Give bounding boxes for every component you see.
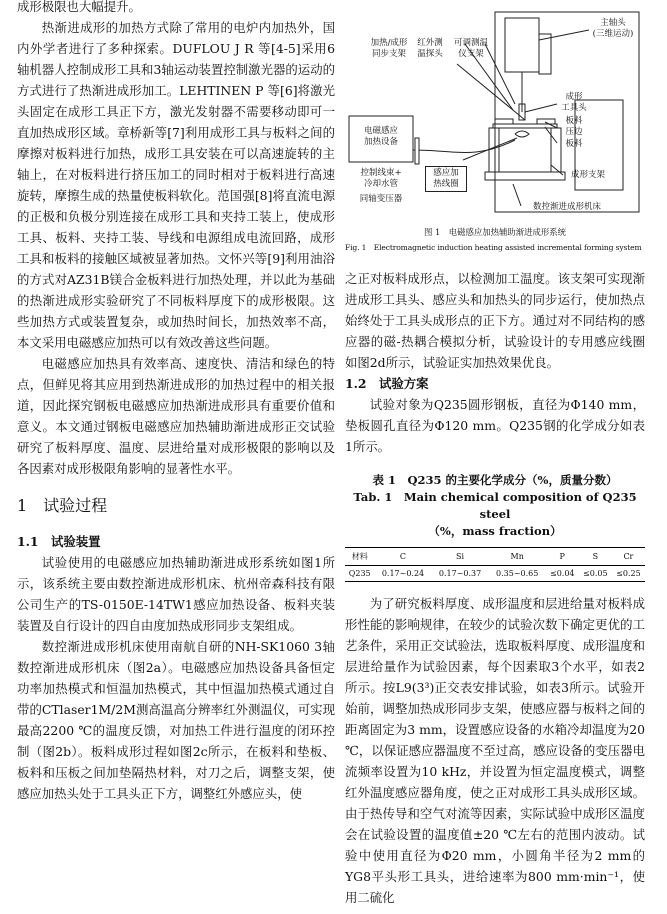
- label-control-bundle: 控制线束+ 冷却水管: [360, 168, 402, 189]
- label-support: 成形支架: [570, 170, 605, 180]
- spindle-head: [505, 18, 539, 72]
- leader-line: [539, 30, 589, 40]
- leader-line: [525, 104, 557, 112]
- figure-1: [345, 0, 645, 262]
- subsection-heading: 1.1 试验装置: [17, 534, 101, 549]
- table-cell: ≤0.05: [583, 569, 608, 578]
- table-header-cell: 材料: [351, 552, 368, 561]
- table-header-cell: P: [559, 552, 565, 561]
- table-cell: Q235: [348, 569, 371, 578]
- table-cell: ≤0.25: [616, 569, 641, 578]
- support-base: [485, 172, 565, 180]
- table-header-cell: Mn: [510, 552, 524, 561]
- paragraph: 为了研究板料厚度、成形温度和层进给量对板料成形性能的影响规律，在较少的试验次数下确定更优的工艺条件，采用正交试验法，选取板料厚度、成形温度和层进给量作为试验因素，每个因素取3个水平，如表2所示。按L9(3³)正交表安排试验，如表3所示。试验开始前，调整加热成形同步支架，使感应器与板料之间的距离固定为3 mm，设置感应设备的水箱冷却温度为20 ℃，以保证感应器温度不至过高，感应设备的变压器电流频率设置为10 kHz，并设置为恒定温度模式，调整红外温度感应器角度，使之正对成形工具头成形区域。由于热传导和空气对流等因素，实际试验中成形区温度会在试验设置的温度值±20 ℃左右的范围内波动。试验中使用直径为Φ20 mm，小圆角半径为2 mm的YG8平头形工具头，进给速率为800 mm·min⁻¹，使用二硫化: [345, 596, 645, 905]
- table-cell: 0.17~0.24: [381, 569, 425, 578]
- label-text: 主轴头: [600, 18, 626, 28]
- paragraph: 试验使用的电磁感应加热辅助渐进成形系统如图1所示，该系统主要由数控渐进成形机床、杭州帝森科技有限公司生产的TS-0150E-14TW1感应加热设备、板料夹装装置及自行设计的四自由度加热成形同步支架组成。: [17, 555, 335, 633]
- label-text: (三维运动): [592, 29, 634, 39]
- paragraph: 电磁感应加热具有效率高、速度快、清洁和绿色的特点，但鲜见将其应用到热渐进成形的加热过程中的相关报道，因此探究钢板电磁感应加热渐进成形具有重要价值和意义。本文通过钢板电磁感应加热辅助渐进成形正交试验研究了板料厚度、温度、层进给量对成形极限的影响以及各因素对成形极限角影响的显著性水平。: [17, 356, 335, 476]
- section-heading: 1 试验过程: [17, 496, 108, 515]
- blank-holder-left: [495, 119, 513, 124]
- right-text-column-top: [345, 268, 645, 457]
- label-spindle: [585, 18, 641, 40]
- table-title-cn: 表 1 Q235 的主要化学成分（%，质量分数）: [372, 473, 618, 487]
- control-bundle: [413, 140, 515, 153]
- paragraph: 数控渐进成形机床使用南航自研的NH-SK1060 3轴数控渐进成形机床（图2a）。电磁感应加热设备具备恒定功率加热模式和恒温加热模式，其中恒温加热模式通过自带的CTlaser1M/2M测高温高分辨率红外测温仪，可实现最高2200 ℃的温度反馈，对加热工件进行温度的闭环控制（图2b）。板料成形过程如图2c所示，在板料和垫板、板料和压板之间加垫隔热材料，对刀之后，调整支架，使感应加热头处于工具头正下方，调整红外感应头，使: [17, 639, 335, 801]
- table-header-row: [345, 548, 645, 566]
- paragraph: 成形极限也大幅提升。: [17, 0, 141, 14]
- label-adj-bracket: 可调测温 仪支架: [453, 38, 488, 59]
- left-text-column: [17, 0, 335, 804]
- transformer: [415, 138, 419, 164]
- label-induction-device: 电磁感应 加热设备: [363, 126, 398, 147]
- figure-caption-en: Fig. 1 Electromagnetic induction heating assisted incremental forming system: [345, 243, 642, 252]
- support-left: [489, 128, 499, 172]
- label-blank-holder: 板料 压边: [565, 116, 583, 137]
- label-sheet: 板料: [565, 139, 583, 149]
- right-text-column-bottom: [345, 593, 645, 908]
- table-cell: ≤0.04: [549, 569, 575, 578]
- induction-coil: [515, 131, 529, 137]
- table-header-cell: Cr: [623, 552, 634, 561]
- paragraph: 之正对板料成形点，以检测加工温度。该支架可实现渐进成形工具头、感应头和加热头的同步运行，使加热点始终处于工具头成形点的正下方。通过对不同结构的感应器的磁-热耦合模拟分析，试验设计的专用感应线圈如图2d所示，试验证实加热效果优良。: [345, 271, 645, 370]
- label-machine: 数控渐进成形机床: [532, 202, 601, 212]
- label-ir-probe: 红外测 温探头: [417, 38, 443, 59]
- label-tool: 成形 工具头: [561, 92, 587, 113]
- table-cell: 0.17~0.37: [438, 569, 482, 578]
- paragraph: 试验对象为Q235圆形钢板，直径为Φ140 mm，垫板圆孔直径为Φ120 mm。Q235钢的化学成分如表1所示。: [345, 397, 645, 454]
- table-title-en: Tab. 1 Main chemical composition of Q235 steel: [353, 490, 637, 521]
- table-header-cell: S: [592, 552, 599, 561]
- blank-holder-right: [537, 119, 555, 124]
- table-1: [345, 472, 645, 582]
- table-title-en-unit: （%，mass fraction）: [428, 524, 562, 538]
- paragraph: 热渐进成形的加热方式除了常用的电炉内加热外，国内外学者进行了多种探索。DUFLOU J R 等[4-5]采用6轴机器人控制成形工具和3轴运动装置控制激光器的运动的方式进行了热渐进成形加工。LEHTINEN P 等[6]将激光头固定在成形工具正下方，激光发射器不需要移动即可一直加热成形区域。章桥新等[7]利用成形工具与板料之间的摩擦对板料进行加热，成形工具安装在可以高速旋转的主轴上，在对板料进行挤压加工的同时相对于板料进行高速旋转，摩擦生成的热量使板料软化。范国强[8]将直流电源的正极和负极分别连接在成形工具和夹持工装上，使成形工具、板料、夹持工装、导线和电源组成电流回路，成形工具和板料的接触区域被显著加热。文怀兴等[9]利用油浴的方式对AZ31B镁合金板料进行加热处理，并以此为基础的热渐进成形实验研究了不同板料厚度下的成形极限。这些加热方式或装置复杂，或加热时间长，加热效率不高，本文采用电磁感应加热可以有效改善这些问题。: [17, 20, 335, 350]
- leader-line: [463, 138, 517, 160]
- table-header-cell: Si: [456, 552, 465, 561]
- composition-table: [345, 547, 645, 582]
- table-header-cell: C: [399, 552, 407, 561]
- table-cell: 0.35~0.65: [496, 569, 539, 578]
- figure-caption-cn: 图 1 电磁感应加热辅助渐进成形系统: [424, 227, 566, 237]
- table-row: [345, 566, 645, 582]
- sheet: [493, 124, 557, 128]
- label-coil: 感应加 热线圈: [425, 166, 467, 192]
- label-transformer: 同轴变压器: [359, 194, 403, 204]
- label-bracket: 加热/成形 同步支架: [370, 38, 408, 59]
- subsection-heading: 1.2 试验方案: [345, 376, 429, 391]
